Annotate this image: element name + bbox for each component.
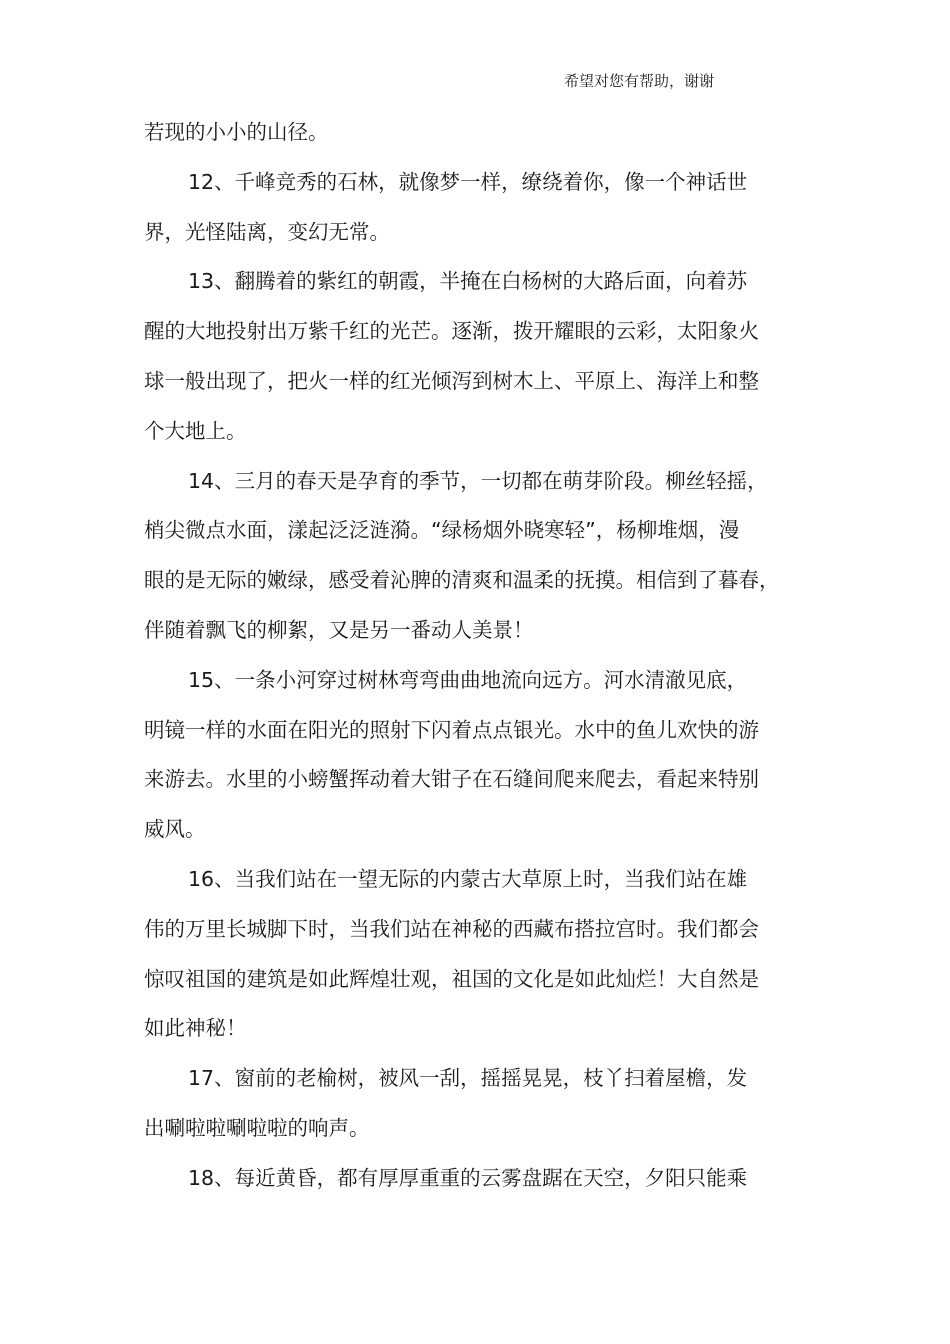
- text-line: 伴随着飘飞的柳絮，又是另一番动人美景！: [144, 617, 534, 642]
- document-body: [144, 108, 808, 1204]
- paragraph-18-start: 18、每近黄昏，都有厚厚重重的云雾盘踞在天空，夕阳只能乘: [188, 1165, 748, 1190]
- text-line: 出唰啦啦唰啦啦的响声。: [144, 1115, 370, 1140]
- paragraph-17-start: 17、窗前的老榆树，被风一刮，摇摇晃晃，枝丫扫着屋檐，发: [188, 1066, 748, 1091]
- text-line: 球一般出现了，把火一样的红光倾泻到树木上、平原上、海洋上和整: [144, 368, 759, 393]
- paragraph-14-start: 14、三月的春天是孕育的季节，一切都在萌芽阶段。柳丝轻摇，: [188, 468, 768, 493]
- paragraph-15-start: 15、一条小河穿过树林弯弯曲曲地流向远方。河水清澈见底，: [188, 667, 748, 692]
- text-line: 眼的是无际的嫩绿，感受着沁脾的清爽和温柔的抚摸。相信到了暮春，: [144, 568, 780, 593]
- text-line: 个大地上。: [144, 418, 247, 443]
- text-line: 梢尖微点水面，漾起泛泛涟漪。“绿杨烟外晓寒轻”，杨柳堆烟，漫: [144, 518, 740, 543]
- text-line: 若现的小小的山径。: [144, 120, 329, 144]
- paragraph-12-start: 12、千峰竞秀的石林，就像梦一样，缭绕着你，像一个神话世: [188, 169, 748, 194]
- text-line: 来游去。水里的小螃蟹挥动着大钳子在石缝间爬来爬去，看起来特别: [144, 767, 759, 792]
- text-line: 伟的万里长城脚下时，当我们站在神秘的西藏布搭拉宫时。我们都会: [144, 916, 759, 941]
- text-line: 明镜一样的水面在阳光的照射下闪着点点银光。水中的鱼儿欢快的游: [144, 717, 759, 742]
- text-line: 界，光怪陆离，变幻无常。: [144, 219, 390, 244]
- text-line: 如此神秘！: [144, 1016, 247, 1041]
- text-line: 惊叹祖国的建筑是如此辉煌壮观，祖国的文化是如此灿烂！大自然是: [144, 966, 759, 991]
- paragraph-13-start: 13、翻腾着的紫红的朝霞，半掩在白杨树的大路后面，向着苏: [188, 269, 748, 294]
- paragraph-16-start: 16、当我们站在一望无际的内蒙古大草原上时，当我们站在雄: [188, 866, 748, 891]
- header-note: 希望对您有帮助，谢谢: [564, 72, 715, 90]
- text-line: 威风。: [144, 817, 206, 842]
- text-line: 醒的大地投射出万紫千红的光芒。逐渐，拨开耀眼的云彩，太阳象火: [144, 319, 759, 344]
